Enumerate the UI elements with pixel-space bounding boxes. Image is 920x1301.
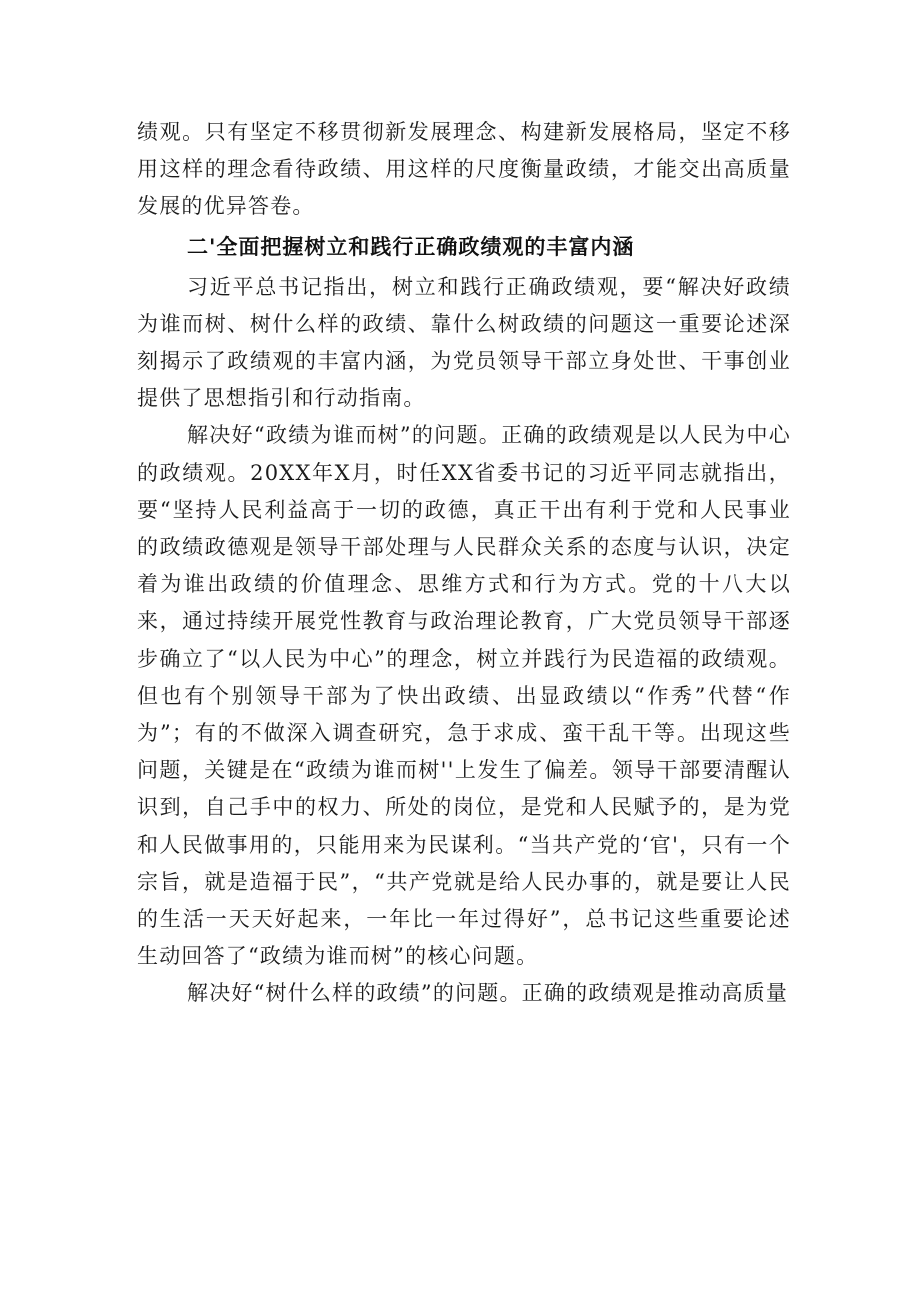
document-body <box>137 114 791 1013</box>
paragraph-what-kind: 解决好“树什么样的政绩”的问题。正确的政绩观是推动高质量 <box>187 981 789 1006</box>
paragraph-intro: 习近平总书记指出，树立和践行正确政绩观，要“解决好政绩为谁而树、树什么样的政绩、靠什么树政绩的问题这一重要论述深刻揭示了政绩观的丰富内涵，为党员领导干部立身处世、干事创业提供了思想指引和行动指南。 <box>137 274 791 411</box>
paragraph-continuation: 绩观。只有坚定不移贯彻新发展理念、构建新发展格局，坚定不移用这样的理念看待政绩、用这样的尺度衡量政绩，才能交出高质量发展的优异答卷。 <box>137 120 791 219</box>
section-heading: 二'全面把握树立和践行正确政绩观的丰富内涵 <box>187 234 635 259</box>
paragraph-for-whom: 解决好“政绩为谁而树”的问题。正确的政绩观是以人民为中心的政绩观。20XX年X月，时任XX省委书记的习近平同志就指出，要“坚持人民利益高于一切的政德，真正干出有利于党和人民事业的政绩政德观是领导干部处理与人民群众关系的态度与认识，决定着为谁出政绩的价值理念、思维方式和行为方式。党的十八大以来，通过持续开展党性教育与政治理论教育，广大党员领导干部逐步确立了“以人民为中心”的理念，树立并践行为民造福的政绩观。但也有个别领导干部为了快出政绩、出显政绩以“作秀”代替“作为”；有的不做深入调查研究，急于求成、蛮干乱干等。出现这些问题，关键是在“政绩为谁而树''上发生了偏差。领导干部要清醒认识到，自己手中的权力、所处的岗位，是党和人民赋予的，是为党和人民做事用的，只能用来为民谋利。“当共产党的‘官'，只有一个宗旨，就是造福于民”，“共产党就是给人民办事的，就是要让人民的生活一天天好起来，一年比一年过得好”，总书记这些重要论述生动回答了“政绩为谁而树”的核心问题。 <box>137 423 791 969</box>
